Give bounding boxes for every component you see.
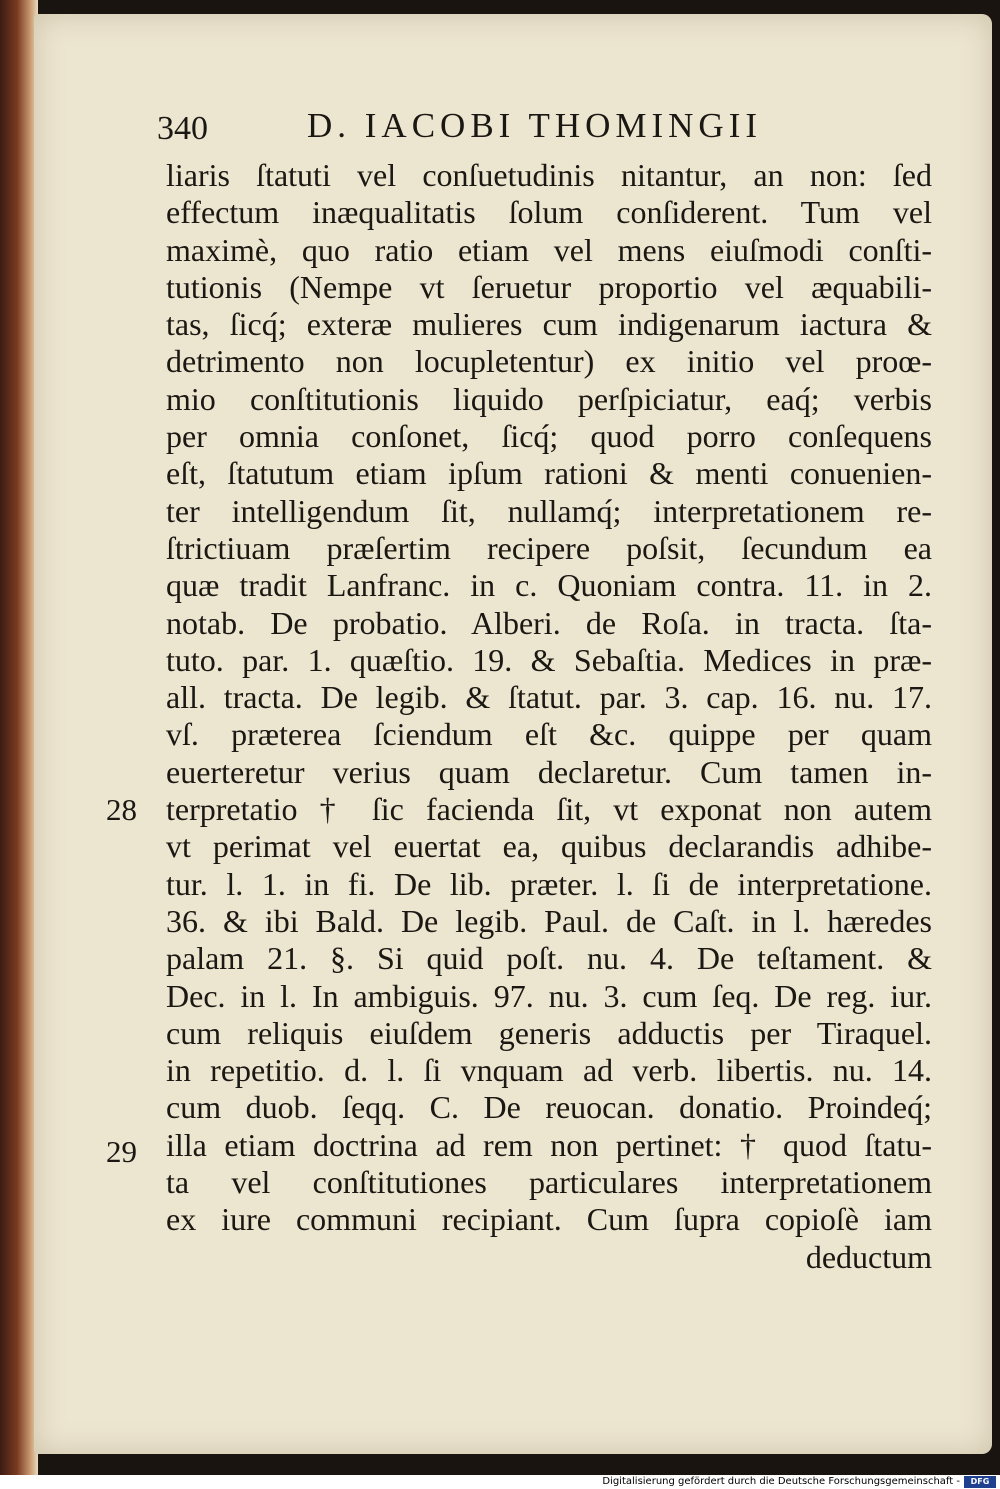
text-line: ſtrictiuam præſertim recipere poſsit, ſecundum ea — [166, 529, 932, 566]
text-line: quæ tradit Lanfranc. in c. Quoniam contra. 11. in 2. — [166, 567, 932, 604]
text-line: per omnia conſonet, ſicq́; quod porro conſequens — [166, 418, 932, 455]
text-line: tuto. par. 1. quæſtio. 19. & Sebaſtia. Medices in præ- — [166, 641, 932, 678]
page-header — [157, 104, 897, 154]
digitization-footer — [0, 1475, 1000, 1489]
text-line: tur. l. 1. in fi. De lib. præter. l. ſi de interpretatione. — [166, 865, 932, 902]
text-line: palam 21. §. Si quid poſt. nu. 4. De teſtament. & — [166, 940, 932, 977]
text-line: notab. De probatio. Alberi. de Roſa. in tracta. ſta- — [166, 604, 932, 641]
text-line: liaris ſtatuti vel conſuetudinis nitantur, an non: ſed — [166, 157, 932, 193]
text-line: illa etiam doctrina ad rem non pertinet: † quod ſtatu- — [166, 1126, 932, 1163]
text-line: in repetitio. d. l. ſi vnquam ad verb. libertis. nu. 14. — [166, 1052, 932, 1089]
text-line: mio conſtitutionis liquido perſpiciatur, eaq́; verbis — [166, 380, 932, 417]
text-line: ter intelligendum ſit, nullamq́; interpretationem re- — [166, 492, 932, 529]
text-line: cum reliquis eiuſdem generis adductis per Tiraquel. — [166, 1014, 932, 1051]
catchword: deductum — [805, 1238, 932, 1275]
text-line: Dec. in l. In ambiguis. 97. nu. 3. cum ſeq. De reg. iur. — [166, 977, 932, 1014]
text-line: maximè, quo ratio etiam vel mens eiuſmodi conſti- — [166, 231, 932, 268]
text-line: ta vel conſtitutiones particulares interpretationem — [166, 1164, 932, 1201]
page-number: 340 — [157, 110, 208, 147]
margin-note-29: 29 — [106, 1134, 137, 1169]
text-line: ex iure communi recipiant. Cum ſupra copioſè iam — [166, 1201, 932, 1238]
text-line: terpretatio † ſic facienda ſit, vt exponat non autem — [166, 791, 932, 828]
text-line: detrimento non locupletentur) ex initio vel proœ- — [166, 343, 932, 380]
text-line: vt perimat vel euertat ea, quibus declarandis adhibe- — [166, 828, 932, 865]
text-line: euerteretur verius quam declaretur. Cum tamen in- — [166, 753, 932, 790]
text-line: effectum inæqualitatis ſolum conſiderent. Tum vel — [166, 194, 932, 231]
text-line: tutionis (Nempe vt ſeruetur proportio vel æquabili- — [166, 268, 932, 305]
margin-note-28: 28 — [106, 792, 137, 827]
book-spine — [0, 0, 38, 1475]
text-line: tas, ſicq́; exteræ mulieres cum indigenarum iactura & — [166, 306, 932, 343]
running-head: D. IACOBI THOMINGII — [307, 106, 763, 145]
dfg-logo-icon: DFG — [964, 1476, 996, 1488]
text-line: eſt, ſtatutum etiam ipſum rationi & menti conuenien- — [166, 455, 932, 492]
text-line: all. tracta. De legib. & ſtatut. par. 3. cap. 16. nu. 17. — [166, 679, 932, 716]
text-line: 36. & ibi Bald. De legib. Paul. de Caſt. in l. hæredes — [166, 902, 932, 939]
body-text — [166, 157, 932, 1276]
text-line: cum duob. ſeqq. C. De reuocan. donatio. Proindeq́; — [166, 1089, 932, 1126]
footer-credit: Digitalisierung gefördert durch die Deutsche Forschungsgemeinschaft - — [602, 1476, 960, 1487]
text-line: vſ. præterea ſciendum eſt &c. quippe per quam — [166, 716, 932, 753]
